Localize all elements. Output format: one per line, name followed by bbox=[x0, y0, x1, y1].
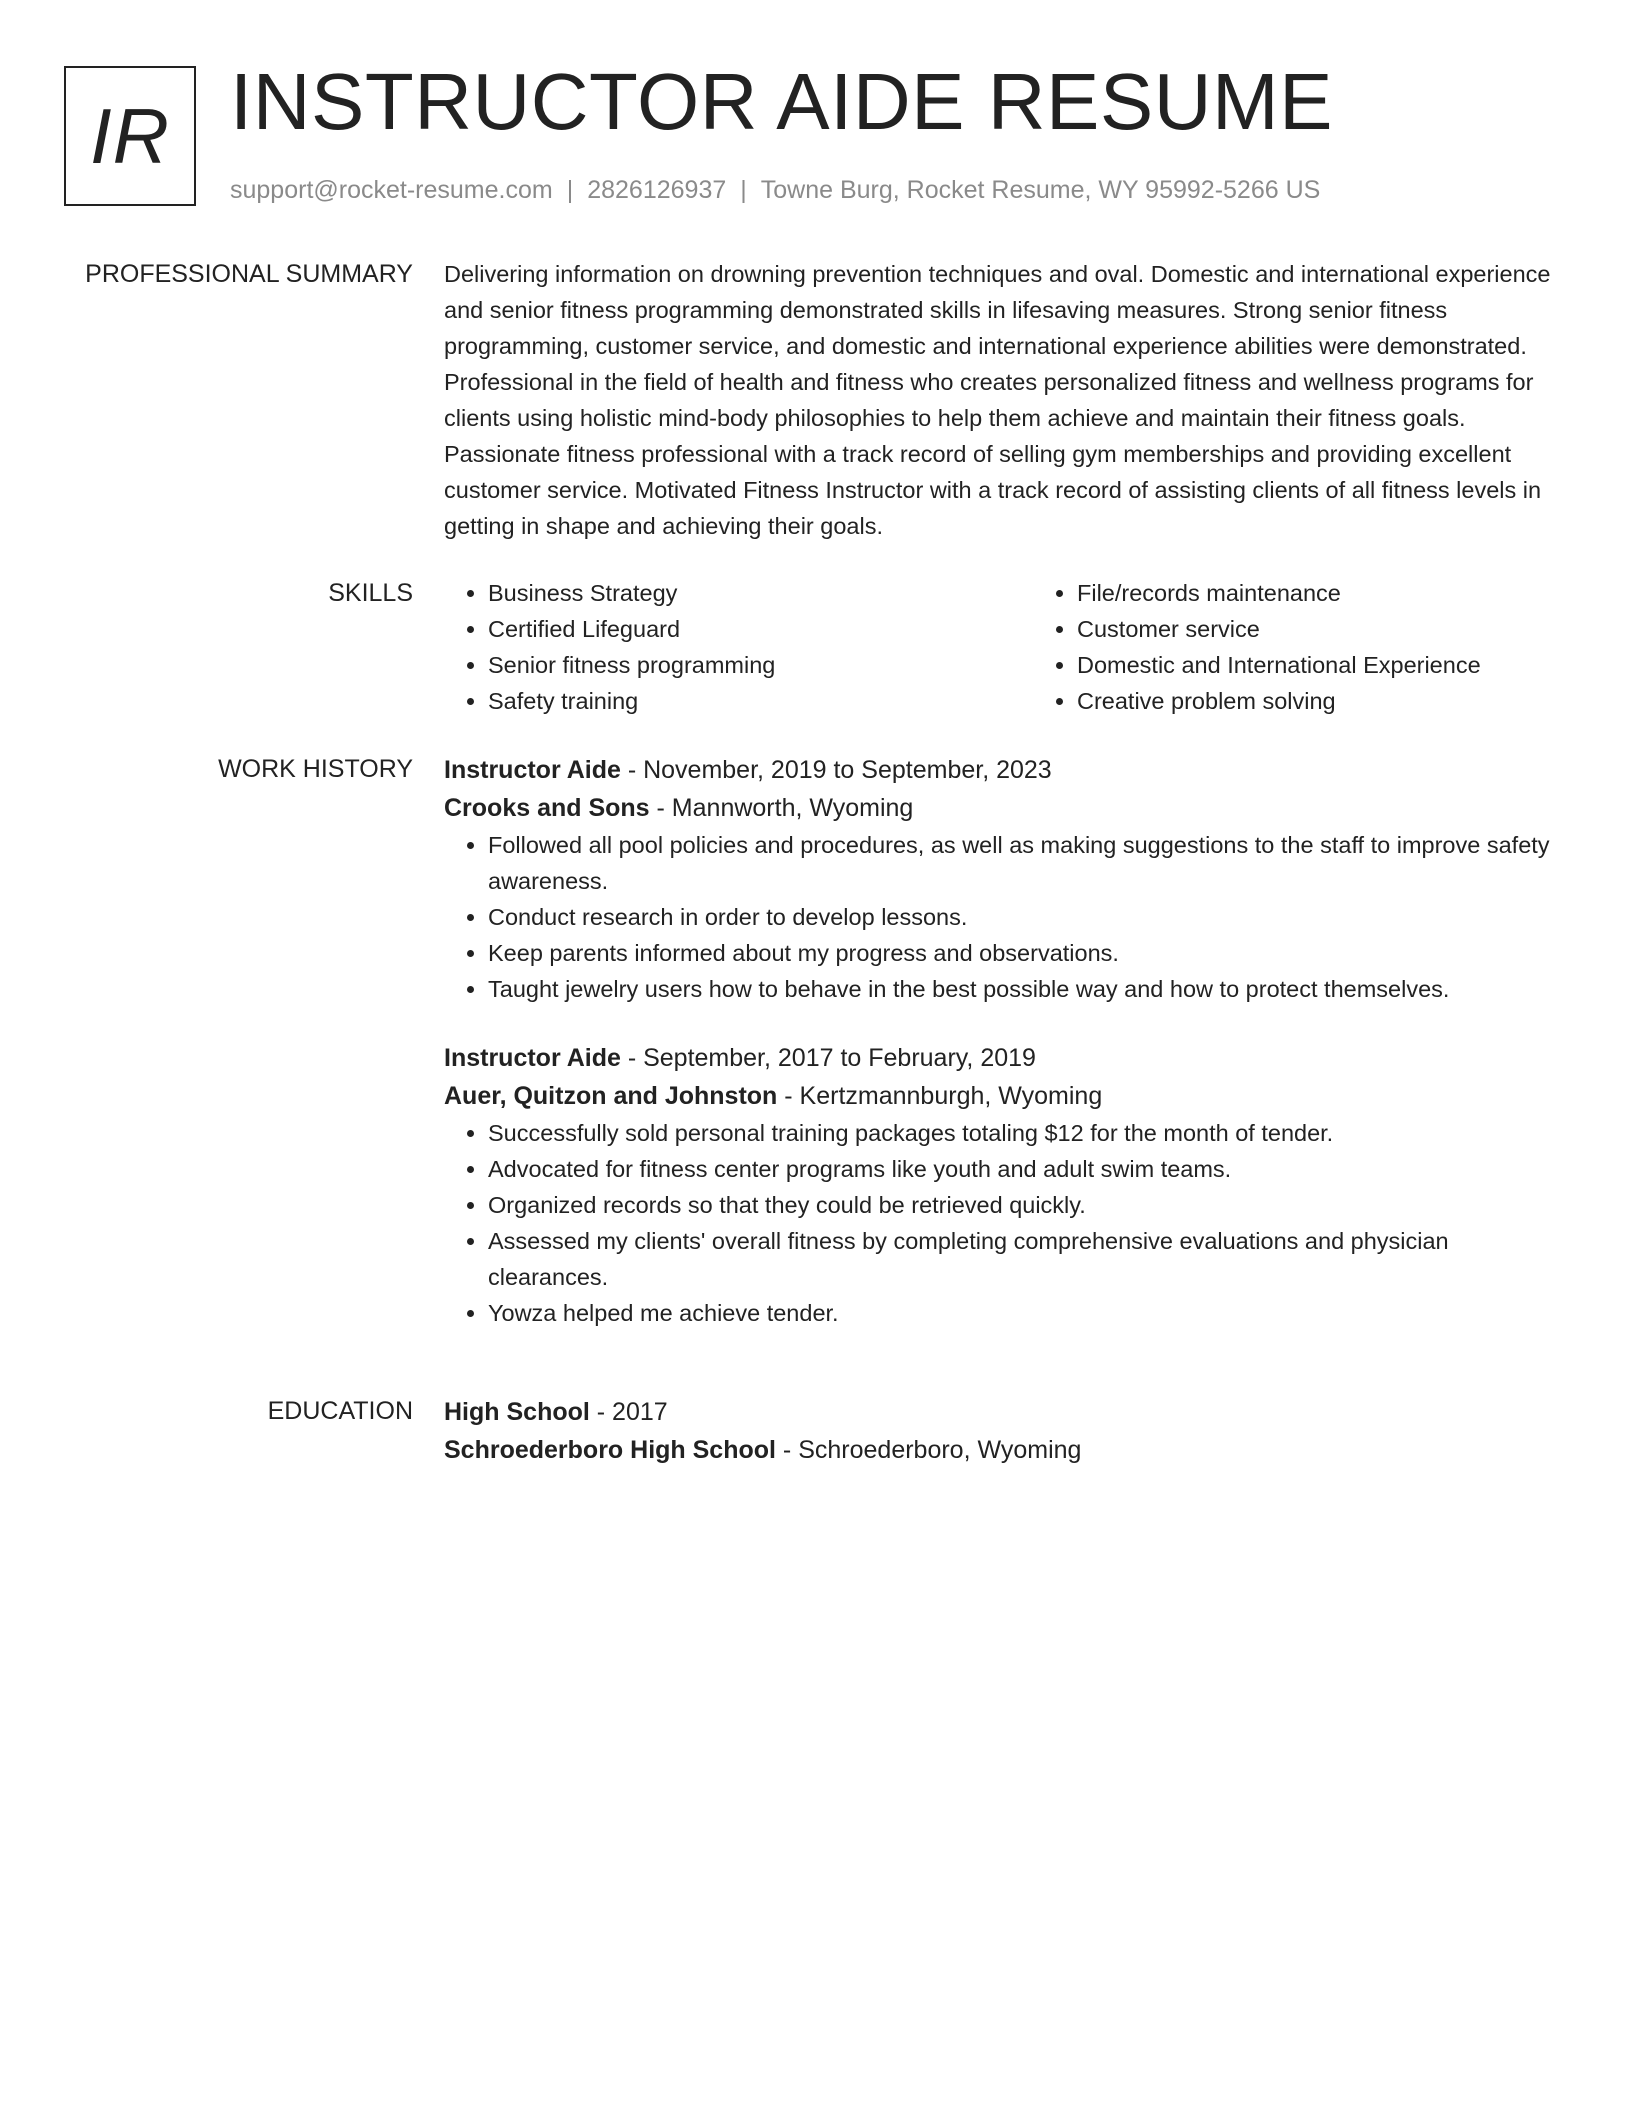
skill-item: • Creative problem solving bbox=[1077, 683, 1622, 719]
job-duties bbox=[444, 827, 1562, 1007]
skills-list-left bbox=[444, 575, 1033, 719]
job-location: - Mannworth, Wyoming bbox=[649, 794, 914, 822]
education-school: Schroederboro High School bbox=[444, 1436, 776, 1464]
job-company: Auer, Quitzon and Johnston bbox=[444, 1082, 778, 1110]
education-location: - Schroederboro, Wyoming bbox=[775, 1436, 1082, 1464]
job-duty-item: • Conduct research in order to develop lessons. bbox=[488, 899, 1562, 935]
work-history-heading: WORK HISTORY bbox=[218, 755, 413, 783]
job-duty-item: • Organized records so that they could be retrieved quickly. bbox=[488, 1187, 1562, 1223]
job-duty-item: • Yowza helped me achieve tender. bbox=[488, 1295, 1562, 1331]
summary-heading: PROFESSIONAL SUMMARY bbox=[85, 260, 413, 288]
job-dates: - November, 2019 to September, 2023 bbox=[620, 756, 1052, 784]
skill-item: • Senior fitness programming bbox=[488, 647, 1033, 683]
job-title-line bbox=[444, 1039, 1562, 1077]
job-duties bbox=[444, 1115, 1562, 1331]
job-duty-item: • Assessed my clients' overall fitness by completing comprehensive evaluations and physician clearances. bbox=[488, 1223, 1562, 1295]
contact-line bbox=[230, 174, 1320, 206]
job-entry bbox=[444, 751, 1562, 1007]
skills-heading: SKILLS bbox=[328, 579, 413, 607]
job-company-line bbox=[444, 1077, 1562, 1115]
job-entry bbox=[444, 1039, 1562, 1331]
job-company-line bbox=[444, 789, 1562, 827]
contact-phone: 2826126937 bbox=[587, 176, 727, 204]
job-dates: - September, 2017 to February, 2019 bbox=[620, 1044, 1036, 1072]
education-heading: EDUCATION bbox=[267, 1397, 413, 1425]
job-title-line bbox=[444, 751, 1562, 789]
job-title: Instructor Aide bbox=[444, 1044, 621, 1072]
contact-email: support@rocket-resume.com bbox=[230, 176, 553, 204]
summary-body bbox=[444, 256, 1562, 544]
skill-item: • File/records maintenance bbox=[1077, 575, 1622, 611]
education-school-line bbox=[444, 1431, 1562, 1469]
skills-list-right bbox=[1033, 575, 1622, 719]
job-company: Crooks and Sons bbox=[444, 794, 650, 822]
skill-item: • Business Strategy bbox=[488, 575, 1033, 611]
summary-text: Delivering information on drowning prevention techniques and oval. Domestic and international experience and senior fitness programming demonstrated skills in lifesaving measures. Strong senior fitness programming, customer service, and domestic and international experience abilities were demonstrated. Professional in the field of health and fitness who creates personalized fitness and wellness programs for clients using holistic mind-body philosophies to help them achieve and maintain their fitness goals. Passionate fitness professional with a track record of selling gym memberships and providing excellent customer service. Motivated Fitness Instructor with a track record of assisting clients of all fitness levels in getting in shape and achieving their goals. bbox=[444, 261, 1551, 539]
education-degree: High School bbox=[444, 1398, 590, 1426]
resume-title: INSTRUCTOR AIDE RESUME bbox=[230, 57, 1333, 146]
job-title: Instructor Aide bbox=[444, 756, 621, 784]
monogram-logo: IR bbox=[64, 66, 196, 206]
skill-item: • Customer service bbox=[1077, 611, 1622, 647]
job-duty-item: • Successfully sold personal training packages totaling $12 for the month of tender. bbox=[488, 1115, 1562, 1151]
skills-body bbox=[444, 575, 1562, 719]
skill-item: • Certified Lifeguard bbox=[488, 611, 1033, 647]
job-duty-item: • Advocated for fitness center programs like youth and adult swim teams. bbox=[488, 1151, 1562, 1187]
skill-item: • Safety training bbox=[488, 683, 1033, 719]
contact-separator: | bbox=[740, 176, 747, 204]
job-location: - Kertzmannburgh, Wyoming bbox=[777, 1082, 1103, 1110]
contact-separator: | bbox=[566, 176, 574, 204]
job-duty-item: • Keep parents informed about my progress and observations. bbox=[488, 935, 1562, 971]
contact-address: Towne Burg, Rocket Resume, WY 95992-5266 US bbox=[760, 176, 1321, 204]
job-duty-item: • Followed all pool policies and procedures, as well as making suggestions to the staff to improve safety awareness. bbox=[488, 827, 1562, 899]
skill-item: • Domestic and International Experience bbox=[1077, 647, 1622, 683]
education-year: - 2017 bbox=[589, 1398, 668, 1426]
work-history-body bbox=[444, 751, 1562, 1331]
education-degree-line bbox=[444, 1393, 1562, 1431]
education-body bbox=[444, 1393, 1562, 1469]
job-duty-item: • Taught jewelry users how to behave in the best possible way and how to protect themselves. bbox=[488, 971, 1562, 1007]
